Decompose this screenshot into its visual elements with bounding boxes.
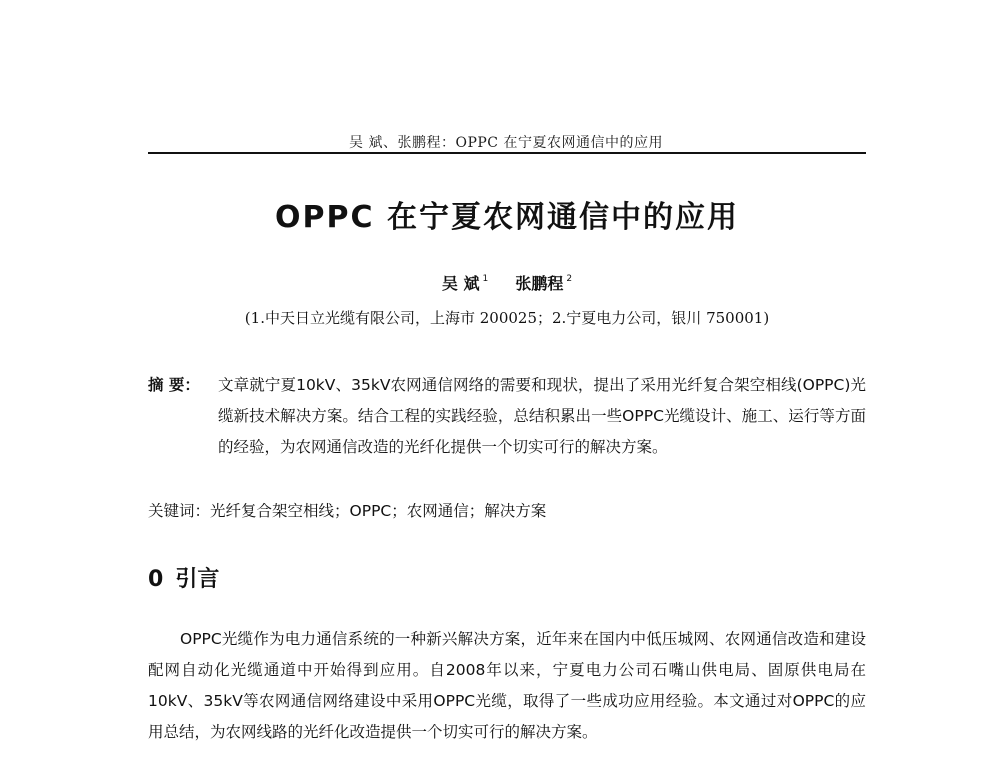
abstract-text: 文章就宁夏10kV、35kV农网通信网络的需要和现状，提出了采用光纤复合架空相线(OPPC)光缆新技术解决方案。结合工程的实践经验，总结积累出一些OPPC光缆设计、施工、运行等方面的经验，为农网通信改造的光纤化提供一个切实可行的解决方案。 <box>218 376 866 456</box>
keywords-label: 关键词： <box>148 502 211 520</box>
abstract-label: 摘 要： <box>148 376 200 394</box>
paper-title: OPPC 在宁夏农网通信中的应用 <box>275 200 739 235</box>
header-rule <box>148 152 866 154</box>
running-header: 吴 斌、张鹏程：OPPC 在宁夏农网通信中的应用 <box>349 135 663 151</box>
abstract-block <box>148 370 866 463</box>
author-line <box>148 271 866 294</box>
author-name: 张鹏程 <box>515 274 564 293</box>
author-affiliation-mark: 1 <box>482 274 489 284</box>
section-title: 引言 <box>175 567 220 592</box>
section-heading <box>148 562 219 593</box>
keywords-line <box>148 499 866 521</box>
section-number: 0 <box>148 567 164 592</box>
author-name: 吴 斌 <box>441 274 480 293</box>
affiliation-line: (1.中天日立光缆有限公司，上海市 200025；2.宁夏电力公司，银川 750001) <box>244 309 770 327</box>
keywords-text: 光纤复合架空相线；OPPC；农网通信；解决方案 <box>210 502 547 520</box>
intro-paragraph: OPPC光缆作为电力通信系统的一种新兴解决方案，近年来在国内中低压城网、农网通信改造和建设配网自动化光缆通道中开始得到应用。自2008年以来，宁夏电力公司石嘴山供电局、固原供电局在10kV、35kV等农网通信网络建设中采用OPPC光缆，取得了一些成功应用经验。本文通过对OPPC的应用总结，为农网线路的光纤化改造提供一个切实可行的解决方案。 <box>148 630 866 741</box>
author-affiliation-mark: 2 <box>566 274 573 284</box>
